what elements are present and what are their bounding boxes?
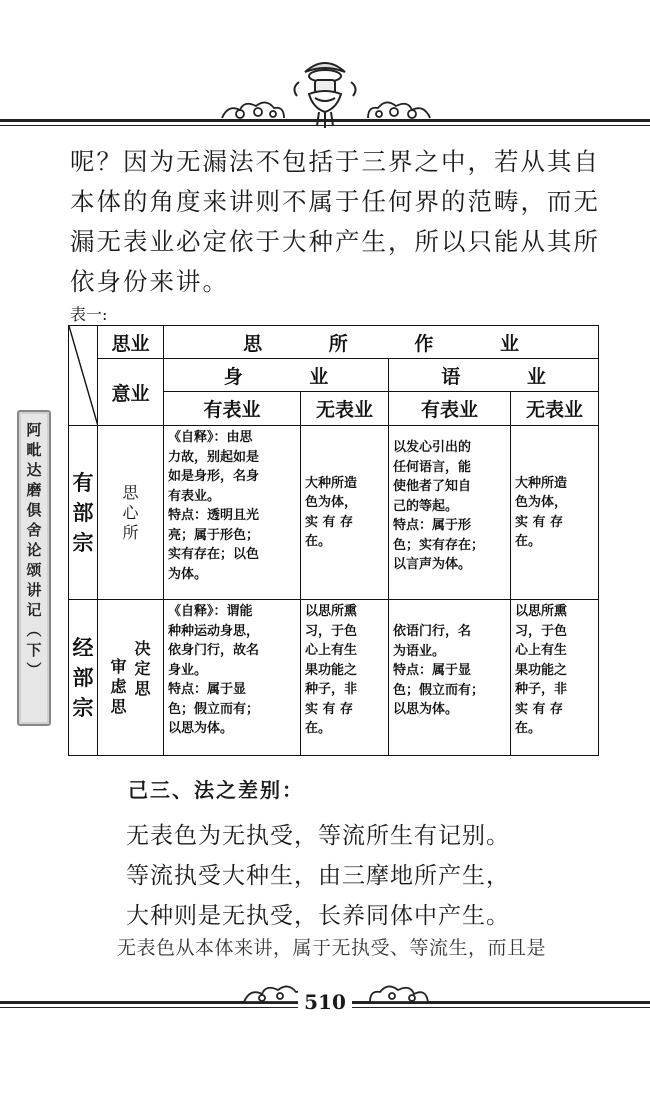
row-label-sarvastivada: 有 部 宗 bbox=[69, 426, 98, 600]
cell-body-manifest-1: 《自释》：由思 力故，别起如是 如是身形，名身 有表业。 特点：透明且光 亮；属于形色； 实有存在；以色 为体。 bbox=[164, 426, 301, 600]
right-cloud-icon bbox=[364, 96, 434, 122]
left-cloud-icon bbox=[218, 96, 288, 122]
header-speech-manifest: 有表业 bbox=[389, 392, 511, 426]
header-intended-karma: 思 所 作 业 bbox=[164, 326, 599, 359]
cell-speech-unmanifest-2: 以思所熏 习，于色 心上有生 果功能之 种子，非 实 有 存 在。 bbox=[511, 600, 599, 756]
header-speech-karma: 语 业 bbox=[389, 359, 599, 392]
page-number: 510 bbox=[0, 990, 650, 1014]
book-title-text: 阿毗达磨俱舍论颂讲记（下） bbox=[24, 422, 43, 682]
ornament-icon bbox=[285, 52, 365, 132]
cell-body-manifest-2: 《自释》：谓能 种种运动身思， 依身门行，故名 身业。 特点：属于显 色；假立而有； 以思为体。 bbox=[164, 600, 301, 756]
table-caption: 表一: bbox=[70, 305, 108, 324]
cell-body-unmanifest-2: 以思所熏 习，于色 心上有生 果功能之 种子，非 实 有 存 在。 bbox=[301, 600, 389, 756]
header-mind-karma: 意业 bbox=[98, 359, 164, 426]
header-body-karma: 身 业 bbox=[164, 359, 389, 392]
body-line: 漏无表业必定依于大种产生，所以只能从其所 bbox=[70, 227, 600, 256]
body-line: 依身份来讲。 bbox=[70, 267, 229, 296]
header-body-manifest: 有表业 bbox=[164, 392, 301, 426]
header-body-unmanifest: 无表业 bbox=[301, 392, 389, 426]
header-mental-karma: 思业 bbox=[98, 326, 164, 359]
diagonal-corner-cell bbox=[69, 326, 98, 426]
cell-speech-unmanifest-1: 大种所造 色为体， 实 有 存 在。 bbox=[511, 426, 599, 600]
body-line: 呢？因为无漏法不包括于三界之中，若从其自 bbox=[70, 147, 600, 176]
header-speech-unmanifest: 无表业 bbox=[511, 392, 599, 426]
mind-factor-cell: 思 心 所 bbox=[98, 426, 164, 600]
verse-line: 无表色为无执受，等流所生有记别。 bbox=[126, 823, 510, 849]
cell-speech-manifest-2: 依语门行，名 为语业。 特点：属于显 色；假立而有； 以思为体。 bbox=[389, 600, 511, 756]
book-title-tab bbox=[17, 410, 51, 726]
cell-speech-manifest-1: 以发心引出的 任何语言，能 使他者了知自 己的等起。 特点：属于形 色；实有存在； 以言声为体。 bbox=[389, 426, 511, 600]
karma-comparison-table bbox=[68, 325, 599, 756]
verse-line: 大种则是无执受，长养同体中产生。 bbox=[126, 903, 510, 929]
row-label-sautrantika: 经 部 宗 bbox=[69, 600, 98, 756]
commentary-text: 无表色从本体来讲，属于无执受、等流生，而且是 bbox=[117, 937, 547, 959]
mind-factor-cell-2: 审 虑 思 决 定 思 bbox=[98, 600, 164, 756]
verse-line: 等流执受大种生，由三摩地所产生， bbox=[126, 863, 510, 889]
verse-block bbox=[126, 816, 510, 936]
body-paragraph bbox=[70, 142, 610, 302]
section-heading: 己三、法之差别： bbox=[128, 778, 304, 802]
cell-body-unmanifest-1: 大种所造 色为体， 实 有 存 在。 bbox=[301, 426, 389, 600]
body-line: 本体的角度来讲则不属于任何界的范畴，而无 bbox=[70, 187, 600, 216]
